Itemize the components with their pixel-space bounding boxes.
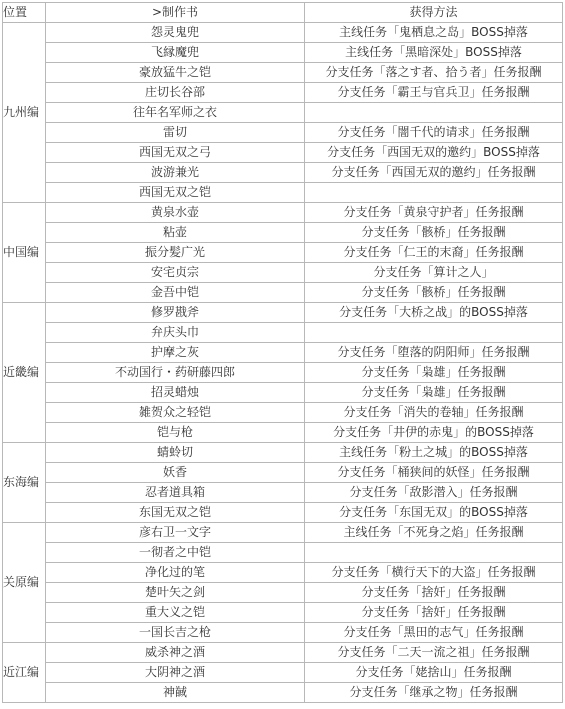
book-cell: 东国无双之铠 <box>46 503 305 523</box>
table-row <box>3 183 563 203</box>
book-cell: 妖香 <box>46 463 305 483</box>
table-row <box>3 403 563 423</box>
book-cell: 庄切长谷部 <box>46 83 305 103</box>
table-row <box>3 83 563 103</box>
book-cell: 修罗戡斧 <box>46 303 305 323</box>
header-method: 获得方法 <box>305 3 563 23</box>
method-cell: 分支任务「骸桥」任务报酬 <box>305 223 563 243</box>
book-cell: 不动国行・药研藤四郎 <box>46 363 305 383</box>
book-cell: 黄泉水壶 <box>46 203 305 223</box>
location-cell: 东海编 <box>3 443 46 523</box>
book-cell: 一彻者之中铠 <box>46 543 305 563</box>
book-cell: 粘壶 <box>46 223 305 243</box>
method-cell: 分支任务「西国无双的邀约」BOSS掉落 <box>305 143 563 163</box>
table-row <box>3 623 563 643</box>
book-cell: 振分髪广光 <box>46 243 305 263</box>
table-row <box>3 363 563 383</box>
table-row <box>3 423 563 443</box>
method-cell: 分支任务「大桥之战」的BOSS掉落 <box>305 303 563 323</box>
book-cell: 波游兼光 <box>46 163 305 183</box>
method-cell: 分支任务「横行天下的大盗」任务报酬 <box>305 563 563 583</box>
table-row <box>3 283 563 303</box>
method-cell: 分支任务「消失的卷轴」任务报酬 <box>305 403 563 423</box>
method-cell: 分支任务「西国无双的邀约」任务报酬 <box>305 163 563 183</box>
book-cell: 护摩之灰 <box>46 343 305 363</box>
method-cell: 分支任务「闇千代的请求」任务报酬 <box>305 123 563 143</box>
method-cell: 分支任务「黄泉守护者」任务报酬 <box>305 203 563 223</box>
location-cell: 关原编 <box>3 523 46 643</box>
table-row <box>3 343 563 363</box>
book-cell: 楚叶矢之剑 <box>46 583 305 603</box>
table-row <box>3 223 563 243</box>
method-cell: 分支任务「姥捨山」任务报酬 <box>305 663 563 683</box>
table-row <box>3 123 563 143</box>
table-row <box>3 383 563 403</box>
table-row <box>3 603 563 623</box>
table-row <box>3 203 563 223</box>
table-row <box>3 163 563 183</box>
book-cell: 西国无双之弓 <box>46 143 305 163</box>
method-cell: 分支任务「继承之物」任务报酬 <box>305 683 563 703</box>
method-cell: 主线任务「不死身之焰」任务报酬 <box>305 523 563 543</box>
method-cell: 分支任务「堕落的阴阳师」任务报酬 <box>305 343 563 363</box>
header-book: >制作书 <box>46 3 305 23</box>
method-cell: 主线任务「鬼栖息之岛」BOSS掉落 <box>305 23 563 43</box>
method-cell: 分支任务「落之す者、拾う者」任务报酬 <box>305 63 563 83</box>
location-cell: 九州编 <box>3 23 46 203</box>
method-cell: 分支任务「二天一流之祖」任务报酬 <box>305 643 563 663</box>
book-cell: 金吾中铠 <box>46 283 305 303</box>
book-cell: 蜻蛉切 <box>46 443 305 463</box>
book-cell: 飞縁魔兜 <box>46 43 305 63</box>
table-row <box>3 663 563 683</box>
book-cell: 彦右卫一文字 <box>46 523 305 543</box>
method-cell: 分支任务「捨奸」任务报酬 <box>305 583 563 603</box>
method-cell: 分支任务「算计之人」 <box>305 263 563 283</box>
book-cell: 弁庆头巾 <box>46 323 305 343</box>
book-cell: 招灵蜡烛 <box>46 383 305 403</box>
table-row <box>3 443 563 463</box>
table-row <box>3 503 563 523</box>
method-cell <box>305 103 563 123</box>
book-cell: 威杀神之酒 <box>46 643 305 663</box>
table-row <box>3 543 563 563</box>
book-cell: 豪放猛牛之铠 <box>46 63 305 83</box>
book-cell: 神馘 <box>46 683 305 703</box>
method-cell <box>305 323 563 343</box>
book-cell: 怨灵鬼兜 <box>46 23 305 43</box>
book-cell: 大阴神之酒 <box>46 663 305 683</box>
table-row <box>3 263 563 283</box>
method-cell: 分支任务「黑田的志气」任务报酬 <box>305 623 563 643</box>
book-cell: 雷切 <box>46 123 305 143</box>
method-cell: 分支任务「捨奸」任务报酬 <box>305 603 563 623</box>
table-row <box>3 483 563 503</box>
location-cell: 近江编 <box>3 643 46 703</box>
table-row <box>3 463 563 483</box>
method-cell: 分支任务「仁王的末裔」任务报酬 <box>305 243 563 263</box>
header-location: 位置 <box>3 3 46 23</box>
method-cell: 主线任务「粉土之城」的BOSS掉落 <box>305 443 563 463</box>
book-cell: 一国长吉之枪 <box>46 623 305 643</box>
book-cell: 忍者道具箱 <box>46 483 305 503</box>
method-cell <box>305 183 563 203</box>
table-row <box>3 643 563 663</box>
table-row <box>3 63 563 83</box>
method-cell: 分支任务「井伊的赤鬼」的BOSS掉落 <box>305 423 563 443</box>
table-row <box>3 303 563 323</box>
table-row <box>3 583 563 603</box>
location-cell: 近畿编 <box>3 303 46 443</box>
book-cell: 西国无双之铠 <box>46 183 305 203</box>
table-row <box>3 143 563 163</box>
table-header-row <box>3 3 563 23</box>
book-cell: 重大义之铠 <box>46 603 305 623</box>
method-cell: 主线任务「黑暗深处」BOSS掉落 <box>305 43 563 63</box>
book-cell: 往年名军师之衣 <box>46 103 305 123</box>
book-cell: 安宅贞宗 <box>46 263 305 283</box>
table-row <box>3 323 563 343</box>
table-row <box>3 43 563 63</box>
book-cell: 雑贺众之轻铠 <box>46 403 305 423</box>
method-cell <box>305 543 563 563</box>
book-cell: 净化过的笔 <box>46 563 305 583</box>
method-cell: 分支任务「枭雄」任务报酬 <box>305 383 563 403</box>
table-body <box>3 23 563 703</box>
book-cell: 铠与枪 <box>46 423 305 443</box>
table-row <box>3 243 563 263</box>
method-cell: 分支任务「霸王与官兵卫」任务报酬 <box>305 83 563 103</box>
method-cell: 分支任务「枭雄」任务报酬 <box>305 363 563 383</box>
table-row <box>3 523 563 543</box>
recipe-table <box>2 2 563 703</box>
method-cell: 分支任务「骸桥」任务报酬 <box>305 283 563 303</box>
method-cell: 分支任务「桶狭间的妖怪」任务报酬 <box>305 463 563 483</box>
method-cell: 分支任务「敌影潜入」任务报酬 <box>305 483 563 503</box>
table-row <box>3 103 563 123</box>
table-row <box>3 23 563 43</box>
location-cell: 中国编 <box>3 203 46 303</box>
method-cell: 分支任务「东国无双」的BOSS掉落 <box>305 503 563 523</box>
table-row <box>3 563 563 583</box>
table-row <box>3 683 563 703</box>
